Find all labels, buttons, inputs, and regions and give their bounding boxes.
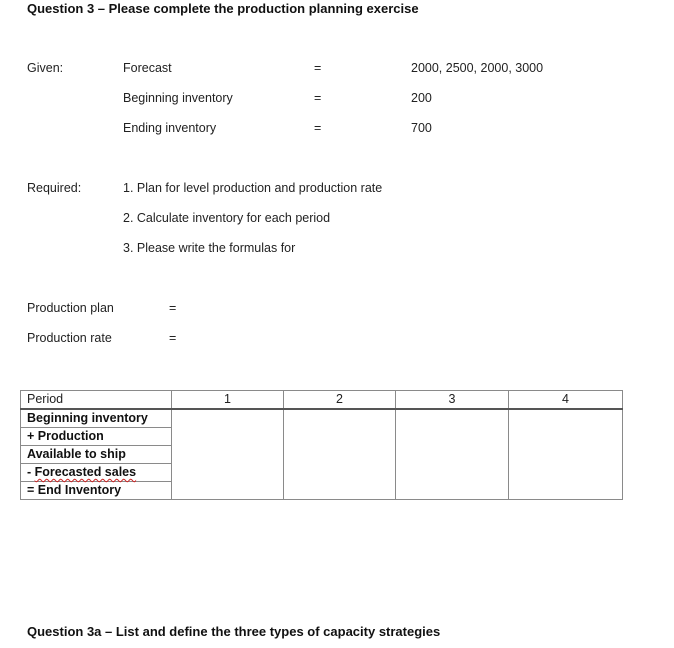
table-cell[interactable]	[172, 409, 284, 428]
row-label-production: + Production	[21, 428, 172, 446]
table-cell[interactable]	[509, 428, 623, 446]
period-header: Period	[21, 391, 172, 410]
production-rate-equals: =	[169, 331, 177, 345]
table-cell[interactable]	[284, 446, 396, 464]
period-3-header: 3	[396, 391, 509, 410]
period-2-header: 2	[284, 391, 396, 410]
table-row	[21, 446, 623, 464]
given-beginning-inventory-name: Beginning inventory	[123, 91, 233, 105]
table-row	[21, 464, 623, 482]
given-label: Given:	[27, 61, 64, 75]
table-cell[interactable]	[172, 482, 284, 500]
required-item-2: 2. Calculate inventory for each period	[123, 211, 331, 225]
table-cell[interactable]	[396, 428, 509, 446]
row-label-forecasted-sales: - Forecasted sales	[21, 464, 172, 482]
table-cell[interactable]	[172, 446, 284, 464]
given-forecast-name: Forecast	[123, 61, 172, 75]
table-cell[interactable]	[509, 482, 623, 500]
table-cell[interactable]	[396, 409, 509, 428]
table-row	[21, 428, 623, 446]
production-plan-label: Production plan	[27, 301, 114, 315]
question-3-title: Question 3 – Please complete the production planning exercise	[27, 1, 419, 16]
required-item-1: 1. Plan for level production and production rate	[123, 181, 383, 195]
period-1-header: 1	[172, 391, 284, 410]
row-label-beginning-inventory: Beginning inventory	[21, 409, 172, 428]
table-cell[interactable]	[396, 482, 509, 500]
production-plan-equals: =	[169, 301, 177, 315]
table-row	[21, 482, 623, 500]
table-cell[interactable]	[396, 446, 509, 464]
required-item-3: 3. Please write the formulas for	[123, 241, 296, 255]
period-4-header: 4	[509, 391, 623, 410]
required-label: Required:	[27, 181, 82, 195]
given-beginning-inventory-value: 200	[411, 91, 432, 105]
given-ending-inventory-value: 700	[411, 121, 432, 135]
row-label-end-inventory: = End Inventory	[21, 482, 172, 500]
given-beginning-inventory-equals: =	[314, 91, 322, 105]
table-cell[interactable]	[284, 409, 396, 428]
table-cell[interactable]	[284, 464, 396, 482]
table-header-row	[21, 391, 623, 410]
table-cell[interactable]	[172, 428, 284, 446]
table-cell[interactable]	[396, 464, 509, 482]
given-forecast-value: 2000, 2500, 2000, 3000	[411, 61, 544, 75]
given-forecast-equals: =	[314, 61, 322, 75]
row-label-available-to-ship: Available to ship	[21, 446, 172, 464]
given-ending-inventory-name: Ending inventory	[123, 121, 217, 135]
table-cell[interactable]	[172, 464, 284, 482]
table-cell[interactable]	[509, 409, 623, 428]
table-cell[interactable]	[284, 428, 396, 446]
table-row	[21, 409, 623, 428]
table-cell[interactable]	[284, 482, 396, 500]
question-3a-title: Question 3a – List and define the three types of capacity strategies	[27, 624, 441, 639]
given-ending-inventory-equals: =	[314, 121, 322, 135]
table-cell[interactable]	[509, 446, 623, 464]
table-cell[interactable]	[509, 464, 623, 482]
production-planning-table	[20, 390, 623, 500]
production-rate-label: Production rate	[27, 331, 112, 345]
